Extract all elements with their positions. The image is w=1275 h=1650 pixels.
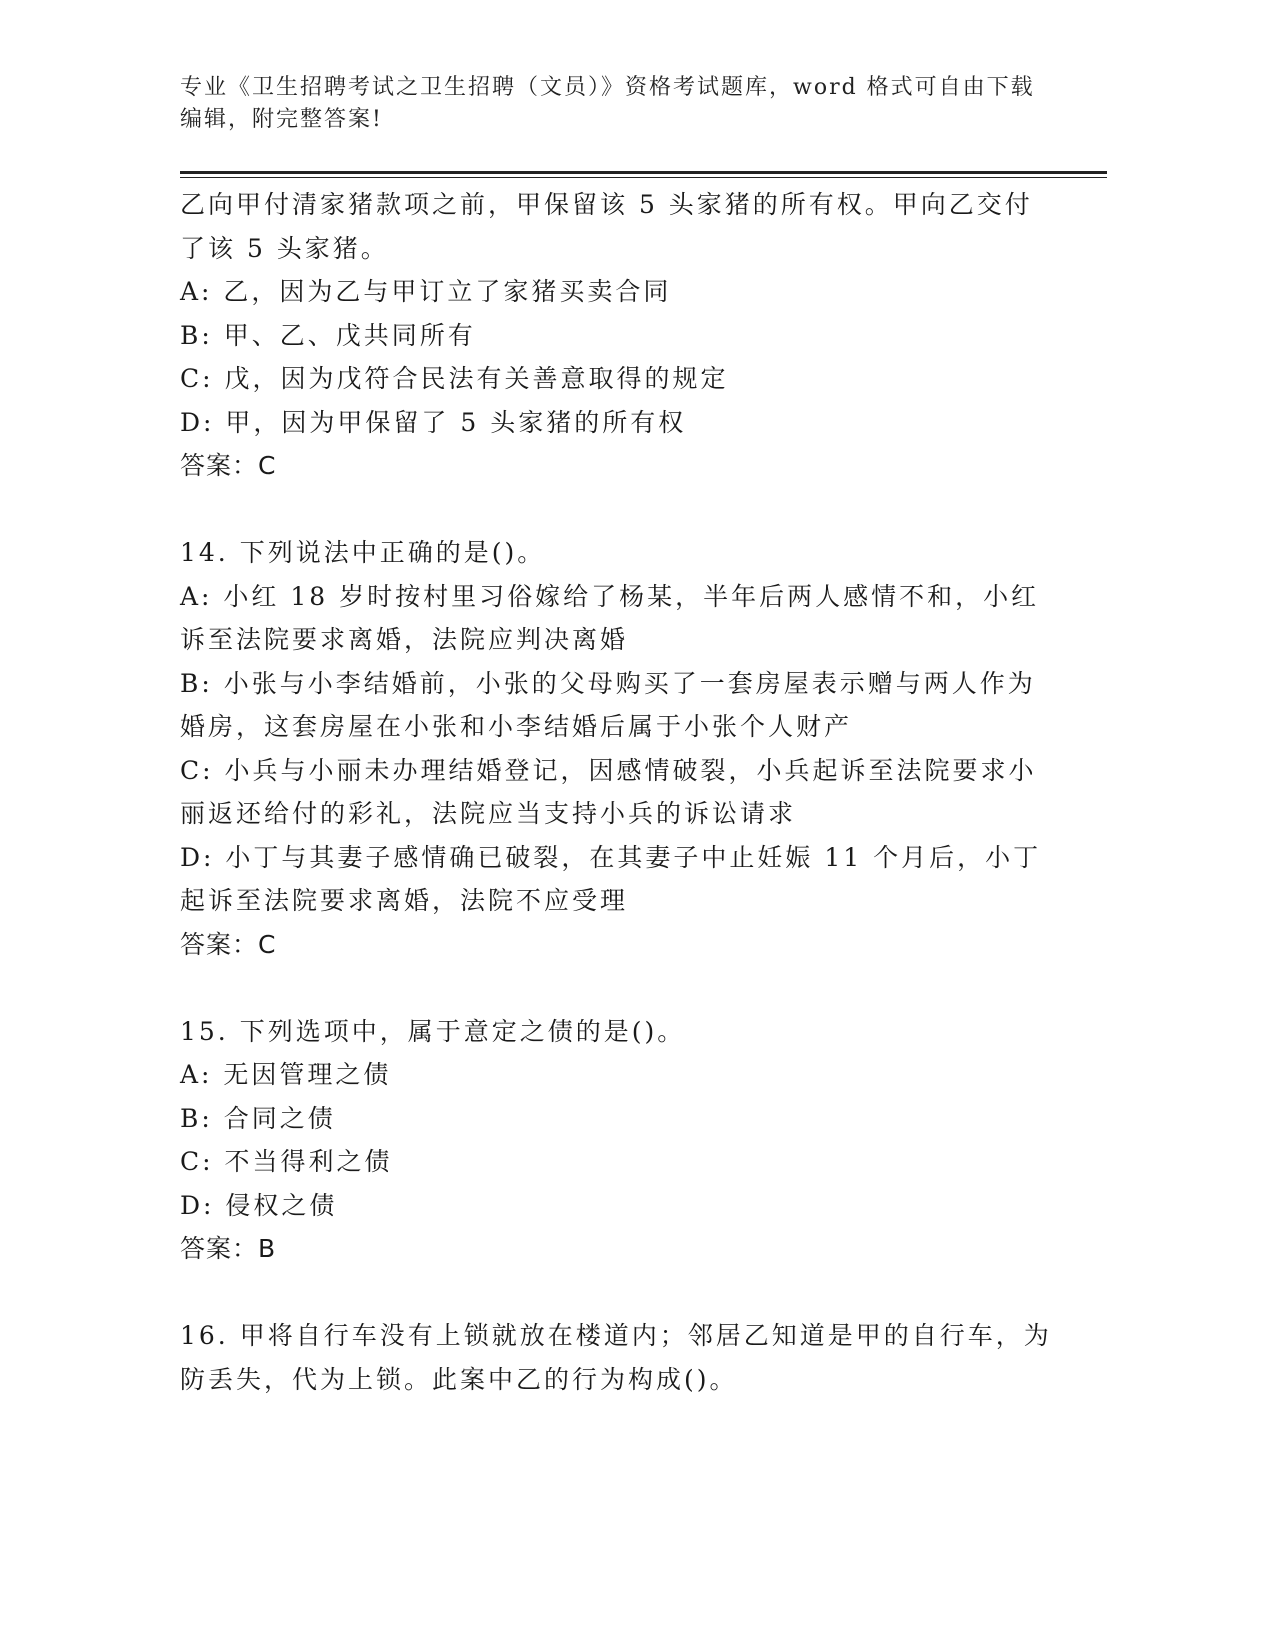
option-c: C: 小兵与小丽未办理结婚登记，因感情破裂，小兵起诉至法院要求小 — [180, 755, 1037, 785]
question-16 — [180, 1314, 1052, 1401]
option-d-continued: 起诉至法院要求离婚，法院不应受理 — [180, 886, 629, 915]
document-header — [180, 72, 1060, 136]
option-c: C: 戊，因为戊符合民法有关善意取得的规定 — [180, 364, 729, 393]
header-divider-thin — [180, 177, 1107, 178]
question-stem: 15. 下列选项中，属于意定之债的是()。 — [180, 1016, 686, 1046]
header-divider-thick — [180, 171, 1107, 174]
question-14 — [180, 531, 1042, 966]
option-b-continued: 婚房，这套房屋在小张和小李结婚后属于小张个人财产 — [180, 712, 853, 741]
answer-label: 答案：C — [180, 929, 277, 959]
question-15 — [180, 1010, 1030, 1271]
option-b: B: 小张与小李结婚前，小张的父母购买了一套房屋表示赠与两人作为 — [180, 668, 1036, 698]
option-a: A: 乙，因为乙与甲订立了家猪买卖合同 — [180, 277, 672, 306]
option-c: C: 不当得利之债 — [180, 1147, 393, 1176]
question-stem: 14. 下列说法中正确的是()。 — [180, 538, 546, 567]
question-stem: 16. 甲将自行车没有上锁就放在楼道内；邻居乙知道是甲的自行车，为 — [180, 1321, 1052, 1350]
option-a: A: 无因管理之债 — [180, 1060, 392, 1089]
header-line-2: 编辑，附完整答案! — [180, 107, 383, 132]
question-stem-continued: 了该 5 头家猪。 — [180, 233, 389, 263]
option-a-continued: 诉至法院要求离婚，法院应判决离婚 — [180, 625, 629, 654]
header-line-1: 专业《卫生招聘考试之卫生招聘（文员）》资格考试题库，word 格式可自由下载 — [180, 75, 1035, 100]
option-d: D: 甲，因为甲保留了 5 头家猪的所有权 — [180, 407, 687, 437]
question-list — [180, 183, 1052, 1401]
option-d: D: 侵权之债 — [180, 1190, 338, 1220]
answer-label: 答案：B — [180, 1234, 277, 1263]
option-b: B: 合同之债 — [180, 1103, 336, 1133]
answer-label: 答案：C — [180, 451, 277, 480]
question-stem-continued: 防丢失，代为上锁。此案中乙的行为构成()。 — [180, 1364, 738, 1394]
option-a: A: 小红 18 岁时按村里习俗嫁给了杨某，半年后两人感情不和，小红 — [180, 581, 1040, 611]
question-13 — [180, 183, 1033, 488]
option-c-continued: 丽返还给付的彩礼，法院应当支持小兵的诉讼请求 — [180, 799, 797, 828]
option-d: D: 小丁与其妻子感情确已破裂，在其妻子中止妊娠 11 个月后，小丁 — [180, 842, 1042, 872]
option-b: B: 甲、乙、戊共同所有 — [180, 320, 476, 350]
question-stem-continued: 乙向甲付清家猪款项之前，甲保留该 5 头家猪的所有权。甲向乙交付 — [180, 190, 1033, 219]
